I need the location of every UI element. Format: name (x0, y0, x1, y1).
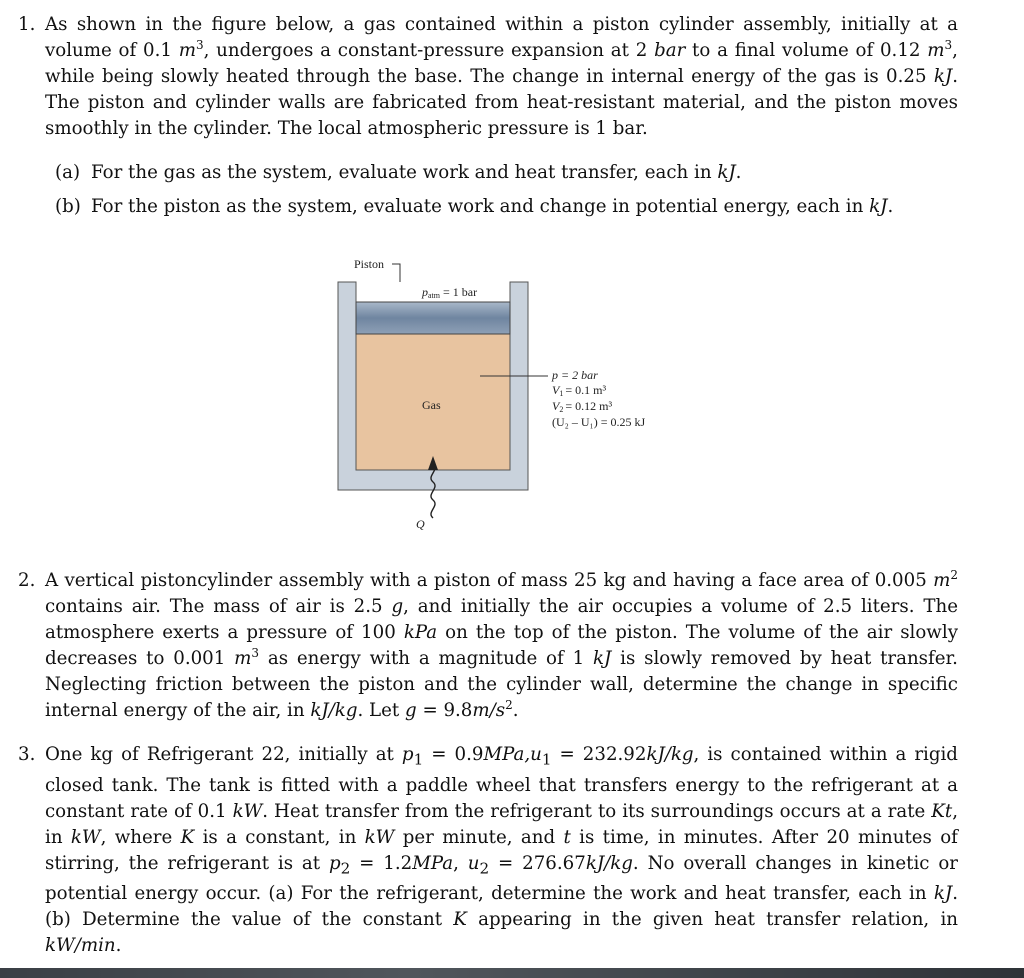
text-run: = 232.92 (559, 744, 647, 765)
text-run: as energy with a magnitude of 1 (267, 648, 585, 669)
math-unit: kW/min (45, 935, 116, 957)
problem-number: 1. (18, 14, 36, 35)
problem-number: 2. (18, 570, 36, 591)
problem-1-text (45, 12, 958, 142)
text-run: . Let (357, 700, 400, 721)
text-run: per minute, and (402, 826, 556, 848)
text-run: . (887, 196, 894, 217)
text-run: . No overall changes in kinetic or potential energy occur. (a) For the refrigerant, determine the work and heat transfer, each in (45, 852, 958, 905)
math-unit: kJ (717, 162, 736, 183)
piston-label: Piston (354, 257, 385, 271)
text-run: As shown in the figure below, a gas contained within a piston cylinder assembly, initially at a volume of 0.1 (45, 14, 958, 61)
text-run: on the top of the piston. The volume of the air slowly decreases to 0.001 (45, 622, 958, 669)
text-run: = 0.9 (431, 744, 484, 765)
math-unit: kPa (403, 622, 438, 643)
text-run: appearing in the given heat transfer relation, in (478, 909, 958, 931)
part-text: For the gas as the system, evaluate work and heat transfer, each in (91, 162, 712, 183)
math-unit: p (328, 852, 341, 874)
text-run: . The piston and cylinder walls are fabricated from heat-resistant material, and the piston moves smoothly in the cylinder. The local atmospheric pressure is 1 bar. (45, 66, 958, 139)
problem-number: 3. (18, 744, 36, 765)
text-run: , where (100, 826, 173, 848)
math-unit: K (453, 909, 467, 931)
v2-value: V2 = 0.12 m³ (552, 399, 613, 414)
exponent: 2 (505, 697, 513, 712)
problem-2 (18, 568, 958, 724)
text-run: is time, in minutes. After 20 minutes of stirring, the refrigerant is at (45, 826, 958, 874)
subscript: 2 (340, 859, 351, 878)
part-text: For the piston as the system, evaluate work and change in potential energy, each in (91, 196, 864, 217)
math-unit: p (401, 744, 414, 765)
math-unit: kJ (933, 66, 953, 87)
exponent: 3 (195, 37, 204, 52)
problem-1-part-b (55, 194, 893, 220)
pressure-value: p = 2 bar (552, 368, 598, 382)
math-unit: kW (364, 826, 395, 848)
math-unit: m (234, 648, 252, 669)
subscript: 2 (479, 859, 490, 878)
part-label: (b) (55, 196, 81, 217)
math-unit: m (178, 40, 196, 61)
math-unit: m (933, 570, 951, 591)
math-unit: K (180, 826, 195, 848)
window-bottom-edge (0, 968, 1024, 978)
math-unit: Kt (931, 800, 953, 822)
text-run: , while being slowly heated through the base. The change in internal energy of the gas is 0.25 (45, 40, 958, 87)
text-run: = 1.2 (359, 852, 413, 874)
math-unit: g (404, 700, 417, 721)
problem-2-text (45, 568, 958, 724)
internal-energy-value: (U₂ – U₁) = 0.25 kJ (552, 415, 646, 429)
math-unit: kW (232, 800, 263, 822)
text-run: . (735, 162, 742, 183)
math-unit: kJ/kg (310, 700, 358, 721)
subscript: 1 (413, 750, 424, 769)
math-unit: bar (654, 40, 686, 61)
part-label: (a) (55, 162, 81, 183)
math-unit: g (391, 596, 404, 617)
text-run: . (115, 935, 122, 957)
text-run: contains air. The mass of air is 2.5 (45, 596, 383, 617)
text-run: , (453, 852, 459, 874)
text-run: , in (45, 800, 958, 848)
piston (356, 302, 510, 334)
math-unit: kJ (933, 883, 953, 905)
math-unit: kJ (592, 648, 612, 669)
math-unit: m/s (472, 700, 506, 721)
patm-label: patm = 1 bar (422, 285, 478, 300)
problem-3-text (45, 742, 958, 959)
text-run: . (512, 700, 519, 721)
math-unit: kJ/kg (585, 852, 633, 874)
exponent: 3 (251, 645, 260, 660)
text-run: . (b) Determine the value of the constant (45, 883, 958, 931)
text-run: A vertical pistoncylinder assembly with a piston of mass 25 kg and having a face area of 0.005 (45, 570, 927, 591)
piston-cylinder-figure (330, 250, 690, 540)
problem-1-part-a (55, 160, 741, 186)
math-unit: t (563, 826, 571, 848)
math-unit: m (927, 40, 945, 61)
text-run: = 9.8 (422, 700, 473, 721)
exponent: 3 (944, 37, 953, 52)
text-run: , undergoes a constant-pressure expansion at 2 (203, 40, 648, 61)
exponent: 2 (950, 567, 958, 582)
text-run: is slowly removed by heat transfer. Neglecting friction between the piston and the cylinder wall, determine the change in specific internal energy of the air, in (45, 648, 958, 721)
piston-leader (392, 264, 400, 282)
text-run: to a final volume of 0.12 (692, 40, 921, 61)
problem-3 (18, 742, 958, 959)
v1-value: V1 = 0.1 m³ (552, 383, 607, 398)
heat-label: Q (416, 517, 425, 531)
math-unit: kJ/kg (646, 744, 694, 765)
math-unit: u (467, 852, 480, 874)
math-unit: kW (70, 826, 101, 848)
text-run: = 276.67 (498, 852, 586, 874)
subscript: 1 (541, 750, 552, 769)
math-unit: MPa (412, 852, 454, 874)
math-unit: MPa,u (483, 744, 542, 765)
gas-label: Gas (422, 398, 441, 412)
text-run: . Heat transfer from the refrigerant to its surroundings occurs at a rate (262, 800, 926, 822)
problem-1 (18, 12, 958, 142)
text-run: is a constant, in (202, 826, 357, 848)
text-run: , and initially the air occupies a volume of 2.5 liters. The atmosphere exerts a pressure of 100 (45, 596, 958, 643)
text-run: , is contained within a rigid closed tank. The tank is fitted with a paddle wheel that transfers energy to the refrigerant at a constant rate of 0.1 (45, 744, 958, 822)
math-unit: kJ (869, 196, 888, 217)
text-run: One kg of Refrigerant 22, initially at (45, 744, 394, 765)
